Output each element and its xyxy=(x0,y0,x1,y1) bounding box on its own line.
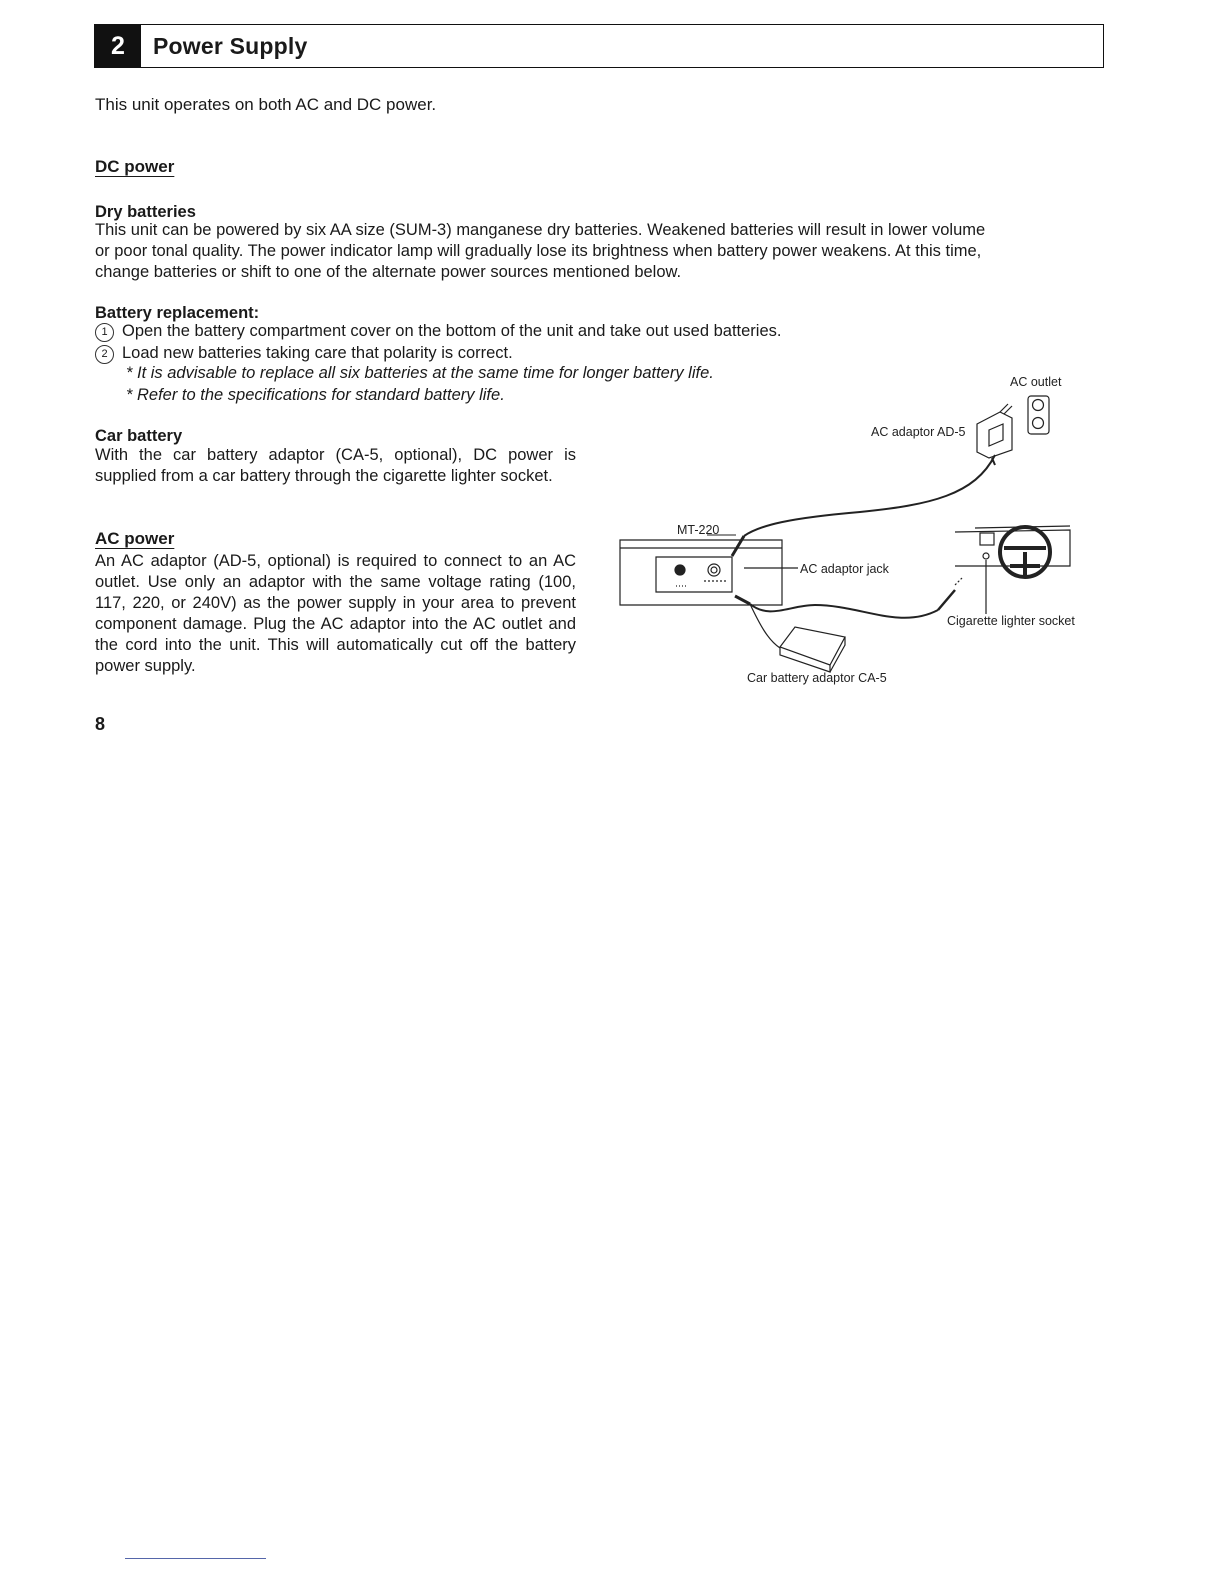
replacement-note: * It is advisable to replace all six batteries at the same time for longer battery life. xyxy=(126,364,714,382)
cigarette-lighter-socket-label: Cigarette lighter socket xyxy=(947,614,1075,628)
car-battery-adaptor-icon xyxy=(780,627,845,672)
battery-replacement-heading: Battery replacement: xyxy=(95,304,260,322)
ac-power-text: An AC adaptor (AD-5, optional) is required to connect to an AC outlet. Use only an adaptor with the same voltage rating (100, 117, 220, or 240V) as the power supply in your area to prevent component damage. Plug the AC adaptor into the AC outlet and the cord into the unit. This will automatically cut off the battery power supply. xyxy=(95,552,576,675)
dry-batteries-line: change batteries or shift to one of the alternate power sources mentioned below. xyxy=(95,263,682,281)
chapter-number: 2 xyxy=(95,25,141,67)
ac-outlet-icon xyxy=(1028,396,1049,434)
step-marker: 1 xyxy=(95,323,114,342)
ac-adaptor-icon xyxy=(977,404,1012,465)
lighter-plug-icon xyxy=(938,578,962,610)
car-dashboard-icon xyxy=(955,526,1070,577)
replacement-note: * Refer to the specifications for standard battery life. xyxy=(126,386,505,404)
dc-plug-icon xyxy=(732,536,750,604)
step-text: Load new batteries taking care that polarity is correct. xyxy=(122,344,513,362)
dc-power-heading: DC power xyxy=(95,157,175,176)
step-text: Open the battery compartment cover on the bottom of the unit and take out used batteries. xyxy=(122,322,782,340)
car-battery-adaptor-label: Car battery adaptor CA-5 xyxy=(747,671,887,685)
dry-batteries-line: or poor tonal quality. The power indicator lamp will gradually lose its brightness when battery power weakens. At this time, xyxy=(95,242,982,260)
page-number: 8 xyxy=(95,714,106,734)
car-adaptor-cord xyxy=(750,604,938,618)
ac-power-heading: AC power xyxy=(95,529,175,548)
ac-adaptor-label: AC adaptor AD-5 xyxy=(871,425,966,439)
ac-adaptor-jack-label: AC adaptor jack xyxy=(800,562,889,576)
step-marker: 2 xyxy=(95,345,114,364)
page-title: Power Supply xyxy=(153,33,308,59)
car-battery-heading: Car battery xyxy=(95,427,183,445)
footer-rule xyxy=(125,1558,266,1559)
intro-text: This unit operates on both AC and DC power. xyxy=(95,95,437,114)
dry-batteries-line: This unit can be powered by six AA size (SUM-3) manganese dry batteries. Weakened batteries will result in lower volume xyxy=(95,221,986,239)
ac-outlet-label: AC outlet xyxy=(1010,375,1062,389)
ac-adaptor-cord xyxy=(744,455,995,536)
keyboard-unit xyxy=(620,540,782,605)
unit-model-label: MT-220 xyxy=(677,523,720,537)
car-battery-text: With the car battery adaptor (CA-5, optional), DC power is supplied from a car battery through the cigarette lighter socket. xyxy=(95,446,576,485)
power-connection-diagram xyxy=(0,0,1224,720)
dry-batteries-heading: Dry batteries xyxy=(95,203,196,221)
